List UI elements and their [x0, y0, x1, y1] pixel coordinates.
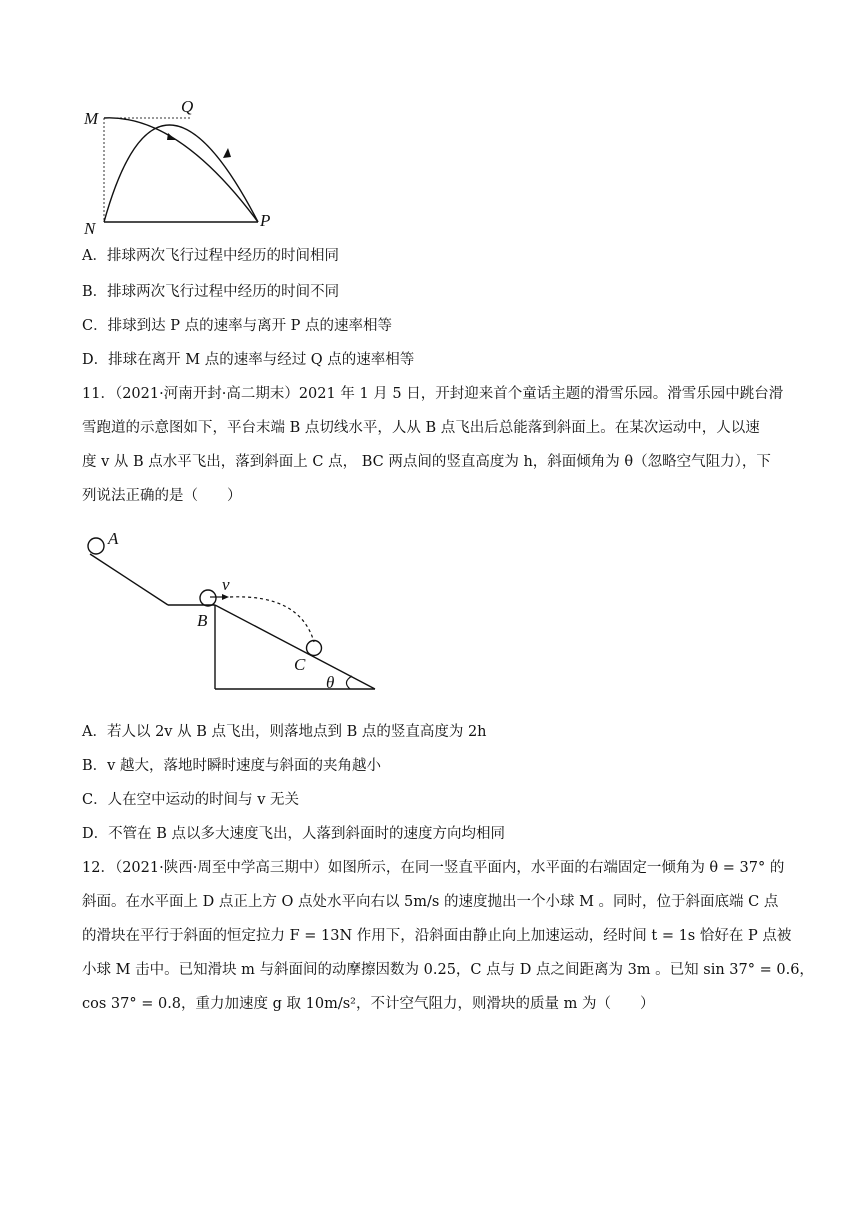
arrow-right-icon [222, 594, 229, 600]
angle-arc [346, 676, 352, 689]
ramp-slope [90, 554, 168, 605]
q11-stem-line-2: 雪跑道的示意图如下，平台末端 B 点切线水平，人从 B 点飞出后总能落到斜面上。在某次运动中，人以速 [82, 420, 760, 436]
q11-option-a: A．若人以 2v 从 B 点飞出，则落地点到 B 点的竖直高度为 2h [82, 724, 487, 740]
label-theta: θ [326, 673, 335, 692]
q12-stem-line-1: 12．（2021·陕西·周至中学高三期中）如图所示，在同一竖直平面内，水平面的右端固定一倾角为 θ = 37° 的 [82, 860, 785, 876]
ski-jump-figure [80, 524, 390, 696]
label-a: A [108, 529, 119, 548]
q12-stem-line-5: cos 37° = 0.8，重力加速度 g 取 10m/s²，不计空气阻力，则滑块的质量 m 为（ ） [82, 996, 655, 1012]
q11-option-c: C．人在空中运动的时间与 v 无关 [82, 792, 300, 808]
label-c: C [294, 655, 306, 674]
label-b: B [197, 611, 208, 630]
q11-option-b: B．v 越大，落地时瞬时速度与斜面的夹角越小 [82, 758, 381, 774]
q10-option-d: D．排球在离开 M 点的速率与经过 Q 点的速率相等 [82, 352, 415, 368]
label-p: P [260, 211, 271, 230]
ball-b [200, 590, 216, 606]
q11-stem-line-3: 度 v 从 B 点水平飞出，落到斜面上 C 点， BC 两点间的竖直高度为 h，斜面倾角为 θ（忽略空气阻力），下 [82, 454, 771, 470]
label-v: v [222, 575, 230, 594]
q12-stem-line-2: 斜面。在水平面上 D 点正上方 O 点处水平向右以 5m/s 的速度抛出一个小球 M 。同时，位于斜面底端 C 点 [82, 894, 779, 910]
trajectory-n-to-q-to-p [104, 125, 258, 222]
q11-option-d: D．不管在 B 点以多大速度飞出，人落到斜面时的速度方向均相同 [82, 826, 505, 842]
label-q: Q [181, 97, 194, 116]
arrow-up-icon [223, 148, 231, 158]
ball-c [307, 641, 322, 656]
q12-stem-line-4: 小球 M 击中。已知滑块 m 与斜面间的动摩擦因数为 0.25，C 点与 D 点之间距离为 3m 。已知 sin 37° = 0.6， [82, 962, 814, 978]
q11-stem-line-1: 11．（2021·河南开封·高二期末）2021 年 1 月 5 日，开封迎来首个童话主题的滑雪乐园。滑雪乐园中跳台滑 [82, 386, 784, 402]
arrow-down-icon [167, 133, 176, 140]
trajectory-m-to-p [104, 118, 258, 222]
q10-option-b: B．排球两次飞行过程中经历的时间不同 [82, 284, 340, 300]
q12-stem-line-3: 的滑块在平行于斜面的恒定拉力 F = 13N 作用下，沿斜面由静止向上加速运动，经时间 t = 1s 恰好在 P 点被 [82, 928, 792, 944]
q11-stem-line-4: 列说法正确的是（ ） [82, 488, 242, 504]
trajectory-figure [78, 88, 298, 238]
ball-a [88, 538, 104, 554]
q10-option-c: C．排球到达 P 点的速率与离开 P 点的速率相等 [82, 318, 393, 334]
q10-option-a: A．排球两次飞行过程中经历的时间相同 [82, 248, 339, 264]
label-m: M [84, 109, 99, 128]
label-n: N [84, 219, 96, 238]
